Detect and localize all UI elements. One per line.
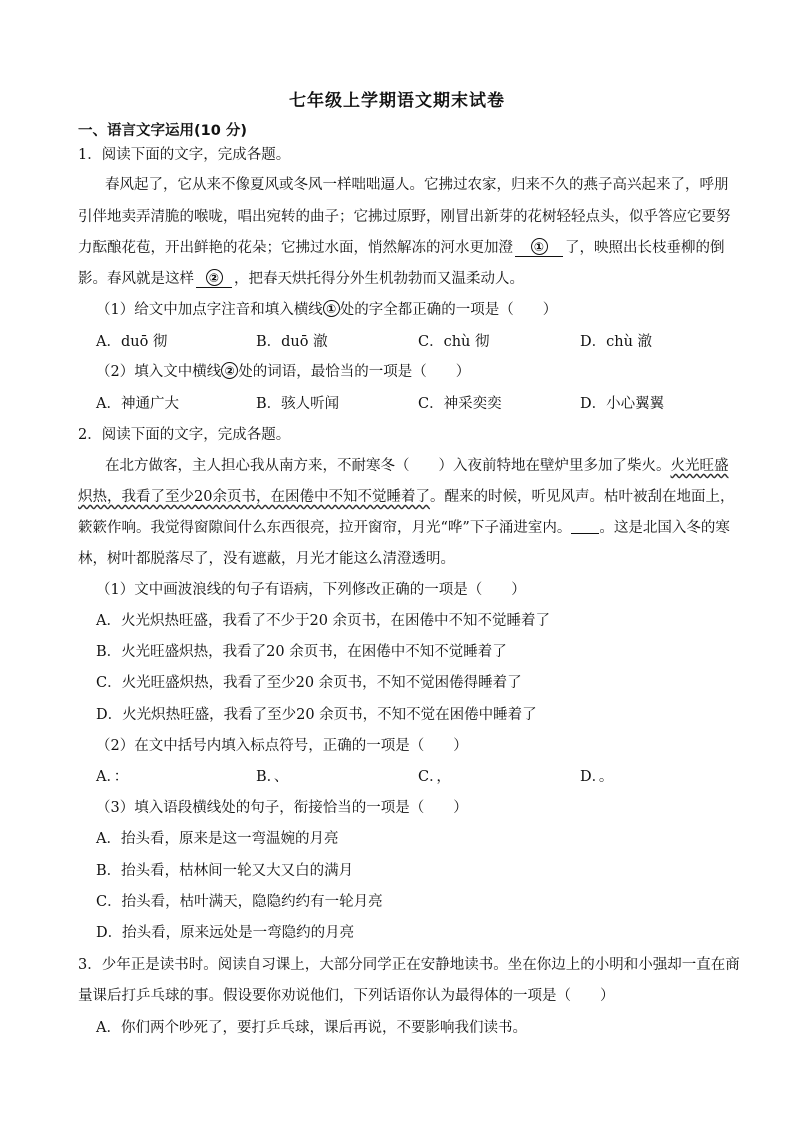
q2-passage-text: 在北方做客，主人担心我从南方来，不耐寒冬（ ）入夜前特地在壁炉里多加了柴火。 — [105, 458, 671, 474]
q2-sub3-option-c[interactable]: C．抬头看，枯叶满天，隐隐约约有一轮月亮 — [96, 894, 383, 910]
q2-passage-line-1 — [105, 456, 729, 476]
q2-sub1-question: （1）文中画波浪线的句子有语病，下列修改正确的一项是（ ） — [96, 582, 526, 598]
section-heading: 一、语言文字运用(10 分) — [78, 123, 247, 139]
q1-sub1-option-b[interactable]: B．duō 澈 — [256, 334, 328, 350]
q2-sub1-option-d[interactable]: D．火光炽热旺盛，我看了至少20 余页书，不知不觉在困倦中睡着了 — [96, 707, 537, 723]
q2-sub2-option-d[interactable]: D．。 — [580, 769, 614, 785]
q1-sub2-option-b[interactable]: B．骇人听闻 — [256, 396, 340, 412]
q2-sub1-option-a[interactable]: A．火光炽热旺盛，我看了不少于20 余页书，在困倦中不知不觉睡着了 — [96, 613, 551, 629]
q2-passage-line-4: 林，树叶都脱落尽了，没有遮蔽，月光才能这么清澄透明。 — [78, 551, 455, 567]
q1-passage-text: 了，映照出长枝垂柳的倒 — [565, 240, 725, 256]
q1-passage-text: 力酝酿花苞，开出鲜艳的花朵；它拂过水面，悄然解冻的河水更加澄 — [78, 240, 513, 256]
q3-stem-line-2: 量课后打乒乓球的事。假设要你劝说他们，下列话语你认为最得体的一项是（ ） — [78, 988, 615, 1004]
blank-2[interactable] — [196, 269, 232, 288]
wavy-underlined-sentence: 火光旺盛 — [670, 458, 729, 474]
q2-stem: 2．阅读下面的文字，完成各题。 — [78, 427, 291, 443]
q1-passage-line-3 — [78, 238, 725, 258]
blank-1-marker: ① — [531, 238, 548, 255]
q1-sub2-option-d[interactable]: D．小心翼翼 — [580, 396, 665, 412]
q2-sub3-option-d[interactable]: D．抬头看，原来远处是一弯隐约的月亮 — [96, 925, 355, 941]
q2-sub3-question: （3）填入语段横线处的句子，衔接恰当的一项是（ ） — [96, 800, 468, 816]
q1-passage-text: ，把春天烘托得分外生机勃勃而又温柔动人。 — [234, 271, 524, 287]
q1-stem: 1．阅读下面的文字，完成各题。 — [78, 147, 291, 163]
q2-sub1-option-c[interactable]: C．火光旺盛炽热，我看了至少20 余页书，不知不觉困倦得睡着了 — [96, 675, 522, 691]
q1-sub2-option-c[interactable]: C．神采奕奕 — [418, 396, 502, 412]
q1-passage-line-1: 春风起了，它从来不像夏风或冬风一样咄咄逼人。它拂过农家，归来不久的燕子高兴起来了，呼朋 — [105, 177, 729, 193]
q1-sub2-option-a[interactable]: A．神通广大 — [96, 396, 179, 412]
q2-passage-line-2 — [78, 487, 734, 507]
blank-2-marker: ② — [206, 269, 223, 286]
q2-sub1-option-b[interactable]: B．火光旺盛炽热，我看了20 余页书，在困倦中不知不觉睡着了 — [96, 644, 507, 660]
q2-sub2-option-c[interactable]: C．， — [418, 769, 451, 785]
q2-sub2-question: （2）在文中括号内填入标点符号，正确的一项是（ ） — [96, 738, 468, 754]
q2-sub2-option-b[interactable]: B．、 — [256, 769, 289, 785]
q3-option-a[interactable]: A．你们两个吵死了，要打乒乓球，课后再说，不要影响我们读书。 — [96, 1020, 527, 1036]
q2-passage-text: 。醒来的时候，听见风声。枯叶被刮在地面上， — [429, 489, 735, 505]
q1-sub1-text: （1）给文中加点字注音和填入横线 — [96, 302, 323, 318]
blank-1[interactable] — [515, 238, 563, 257]
q2-sub3-option-b[interactable]: B．抬头看，枯林间一轮又大又白的满月 — [96, 863, 354, 879]
q1-passage-line-2: 引伴地卖弄清脆的喉咙，唱出宛转的曲子；它拂过原野，刚冒出新芽的花树轻轻点头，似乎答应它要努 — [78, 209, 731, 225]
q1-sub2-question — [96, 362, 470, 382]
q1-passage-line-4 — [78, 269, 524, 289]
q2-passage-line-3 — [78, 518, 730, 538]
q1-sub1-option-a[interactable]: A．duō 彻 — [96, 334, 168, 350]
q1-sub2-text: （2）填入文中横线 — [96, 364, 222, 380]
q2-sub3-option-a[interactable]: A．抬头看，原来是这一弯温婉的月亮 — [96, 831, 339, 847]
q3-stem-line-1: 3．少年正是读书时。阅读自习课上，大部分同学正在安静地读书。坐在你边上的小明和小强却一直在商 — [78, 957, 740, 973]
q1-sub1-text: 处的字全都正确的一项是（ ） — [339, 302, 558, 318]
q2-passage-text: 簌簌作响。我觉得窗隙间什么东西很亮，拉开窗帘，月光“哗”下子涌进室内。 — [78, 520, 572, 536]
q2-sub2-option-a[interactable]: A．： — [96, 769, 129, 785]
q1-sub1-option-d[interactable]: D．chù 澈 — [580, 334, 653, 350]
q1-sub1-marker: ① — [323, 300, 340, 317]
q2-passage-text: 。这是北国入冬的寒 — [599, 520, 730, 536]
wavy-underlined-sentence: 炽热，我看了至少20余页书，在困倦中不知不觉睡着了 — [78, 489, 430, 505]
q1-sub2-text: 处的词语，最恰当的一项是（ ） — [238, 364, 471, 380]
q1-sub1-question — [96, 300, 557, 320]
blank-sentence[interactable] — [571, 519, 599, 534]
q1-sub2-marker: ② — [221, 362, 238, 379]
page-title: 七年级上学期语文期末试卷 — [289, 91, 505, 111]
q1-passage-text: 影。春风就是这样 — [78, 271, 194, 287]
q1-sub1-option-c[interactable]: C．chù 彻 — [418, 334, 490, 350]
